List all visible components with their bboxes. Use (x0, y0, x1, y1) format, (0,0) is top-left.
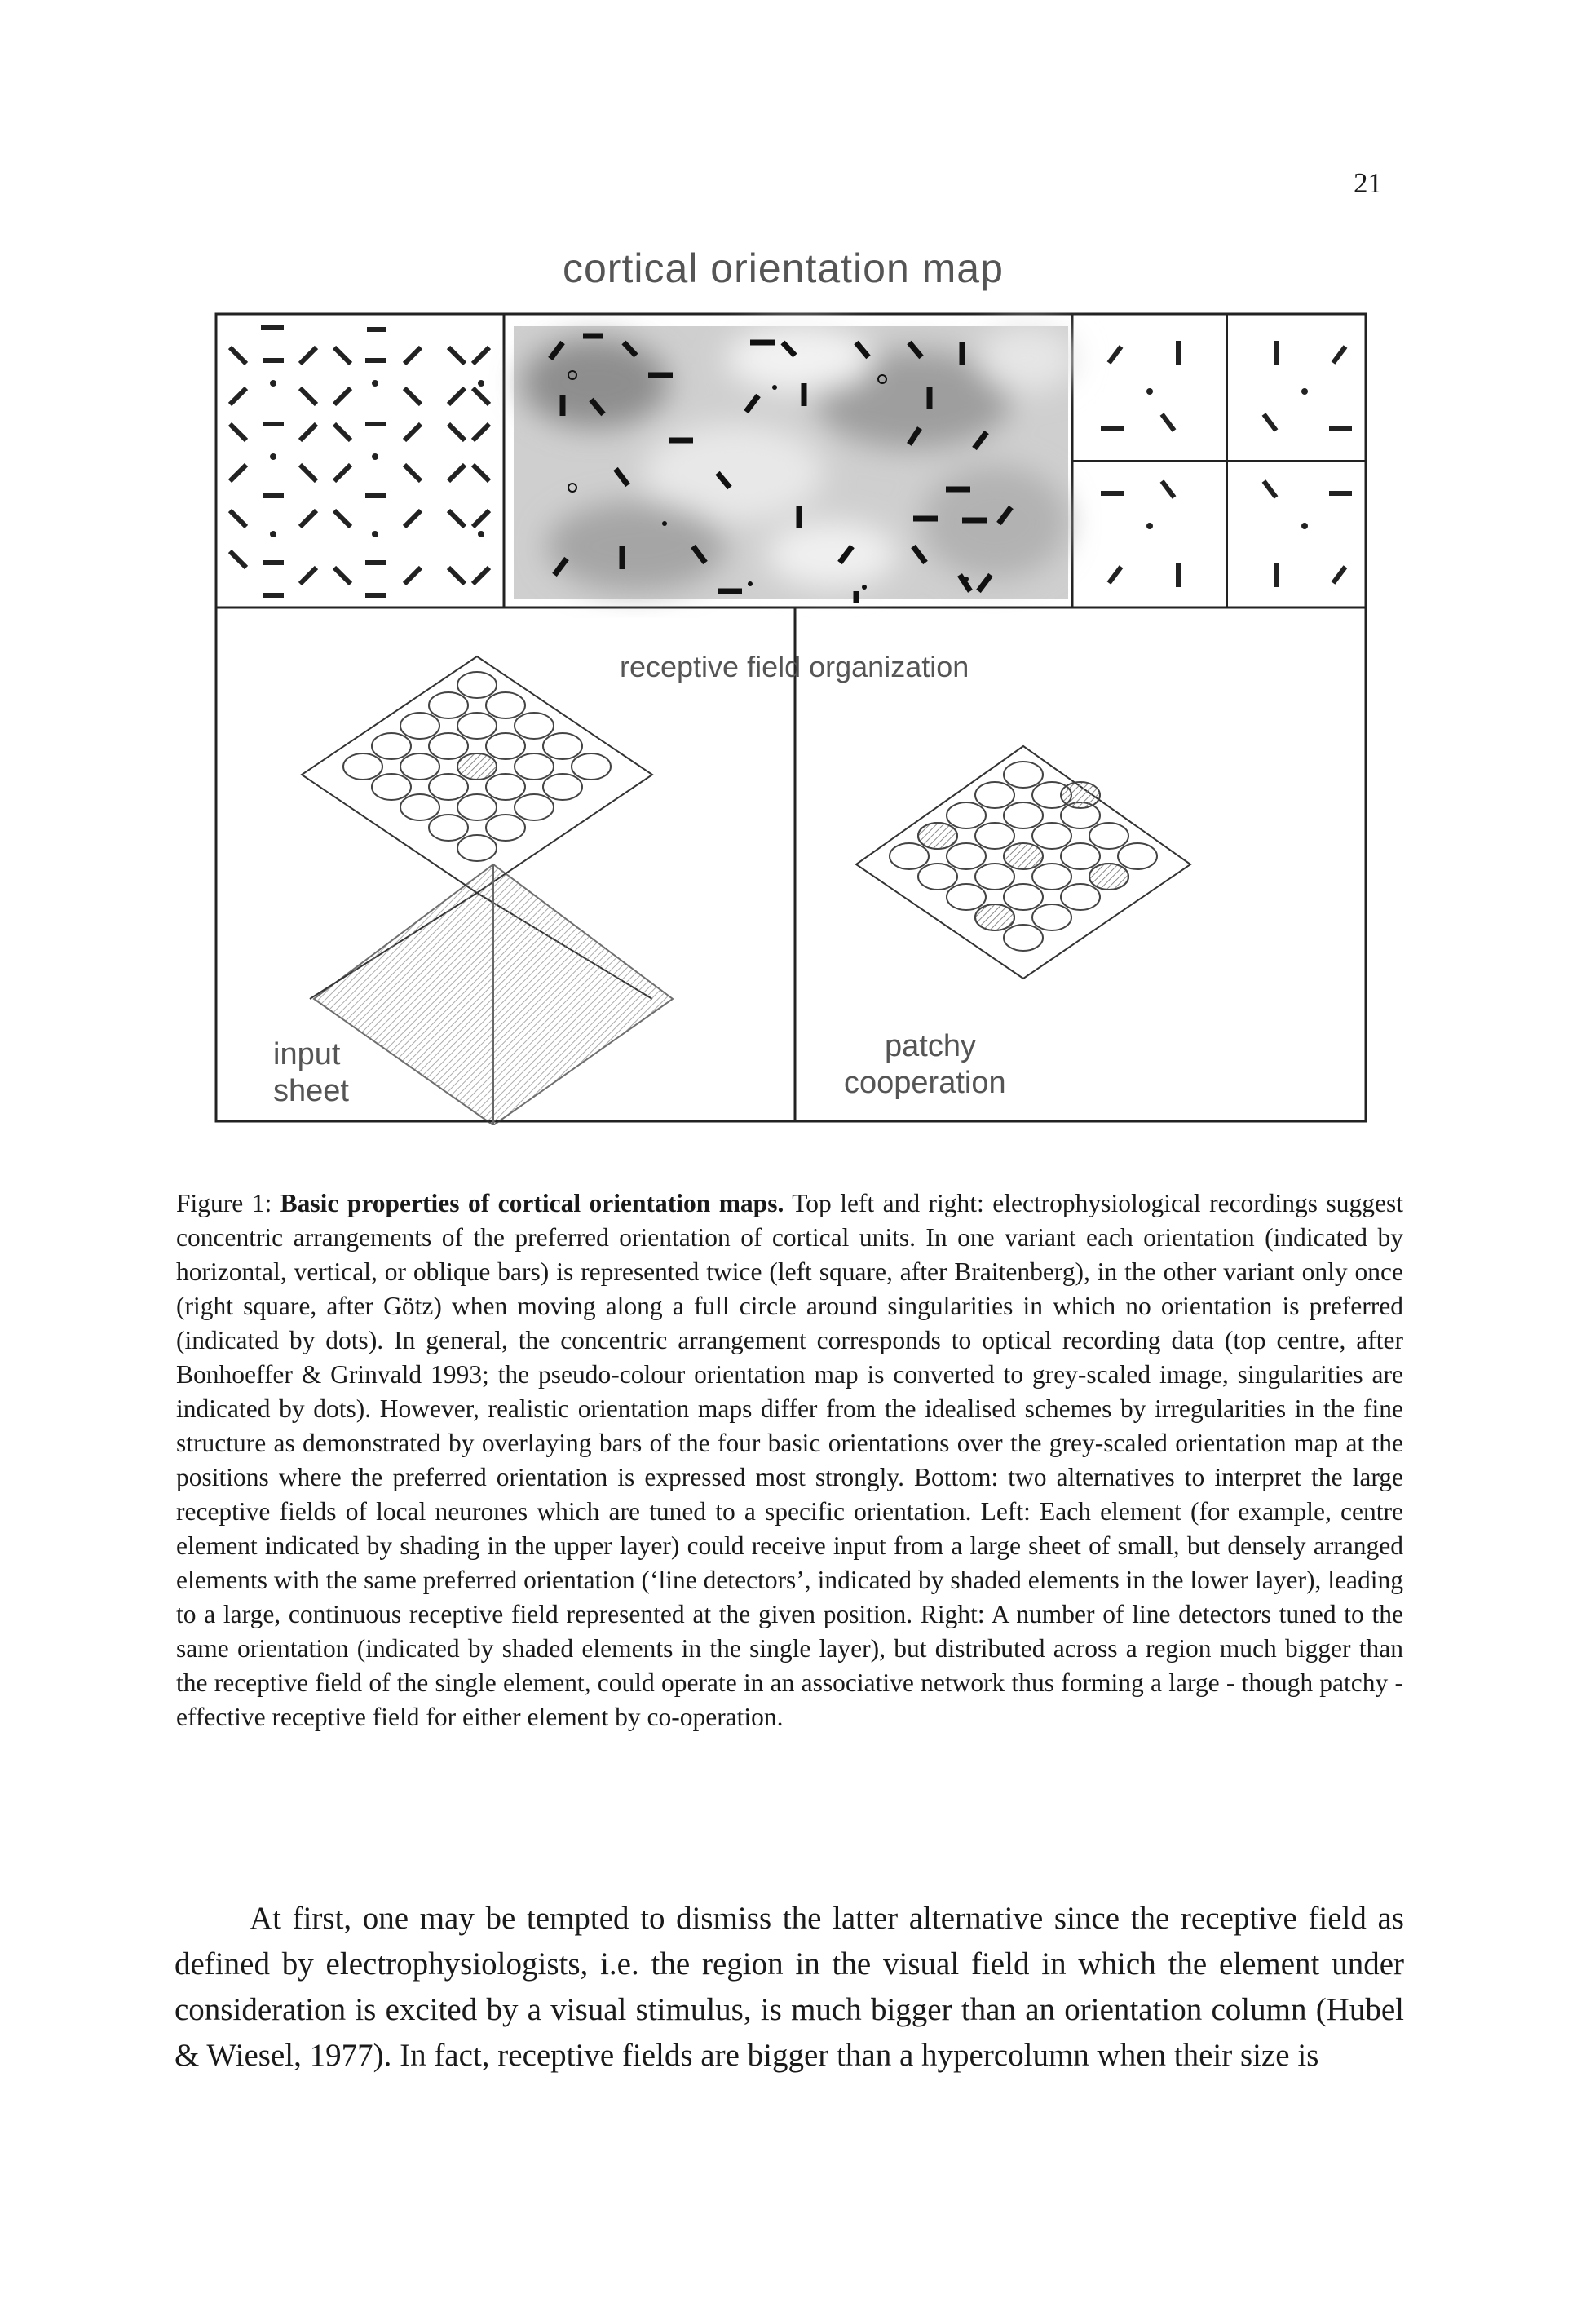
receptive-field-label: receptive field organization (620, 650, 969, 683)
figure-diagram (212, 310, 1370, 1125)
body-paragraph: At first, one may be tempted to dismiss the latter alternative since the receptive field as defined by electrophysiologists, i.e. the region in the visual field in which the element under consideration is excited by a visual stimulus, is much bigger than an orientation column (Hubel & Wiesel, 1977). In fact, receptive fields are bigger than a hypercolumn when their size is (174, 1901, 1404, 2073)
upper-layer-grid (302, 656, 652, 893)
figure-caption (176, 1186, 1403, 1734)
page-number: 21 (1354, 167, 1382, 199)
input-sheet-label-line2: sheet (273, 1074, 349, 1108)
patchy-layer-grid (856, 746, 1190, 979)
caption-label: Figure 1: (176, 1189, 272, 1217)
patchy-cooperation-label-line1: patchy (885, 1029, 976, 1063)
patchy-cooperation-label-line2: cooperation (844, 1066, 1006, 1100)
caption-title: Basic properties of cortical orientation maps. (280, 1189, 784, 1217)
optical-recording-map (514, 326, 1076, 603)
caption-text: Top left and right: electrophysiological recordings suggest concentric arrangements of the preferred orientation of cortical units. In one variant each orientation (indicated by horizontal, vertical, or oblique bars) is represented twice (left square, after Braitenberg), in the other variant only once (right square, after Götz) when moving along a full circle around singularities in which no orientation is preferred (indicated by dots). In general, the concentric arrangement corresponds to optical recording data (top centre, after Bonhoeffer & Grinvald 1993; the pseudo-colour orientation map is converted to grey-scaled image, singularities are indicated by dots). However, realistic orientation maps differ from the idealised schemes by irregularities in the fine structure as demonstrated by overlaying bars of the four basic orientations over the grey-scaled orientation map at the positions where the preferred orientation is expressed most strongly. Bottom: two alternatives to interpret the large receptive fields of local neurones which are tuned to a specific orientation. Left: Each element (for example, centre element indicated by shading in the upper layer) could receive input from a large sheet of small, but densely arranged elements with the same preferred orientation (‘line detectors’, indicated by shaded elements in the lower layer), leading to a large, continuous receptive field represented at the given position. Right: A number of line detectors tuned to the same orientation (indicated by shaded elements in the single layer), but distributed across a region much bigger than the receptive field of the single element, could operate in an associative network thus forming a large - though patchy - effective receptive field for either element by co-operation. (176, 1189, 1404, 1731)
braitenberg-orientation-square (230, 328, 489, 595)
input-sheet-label-line1: input (273, 1037, 341, 1071)
figure-title: cortical orientation map (563, 245, 1004, 291)
lower-layer-grid (314, 864, 673, 1125)
